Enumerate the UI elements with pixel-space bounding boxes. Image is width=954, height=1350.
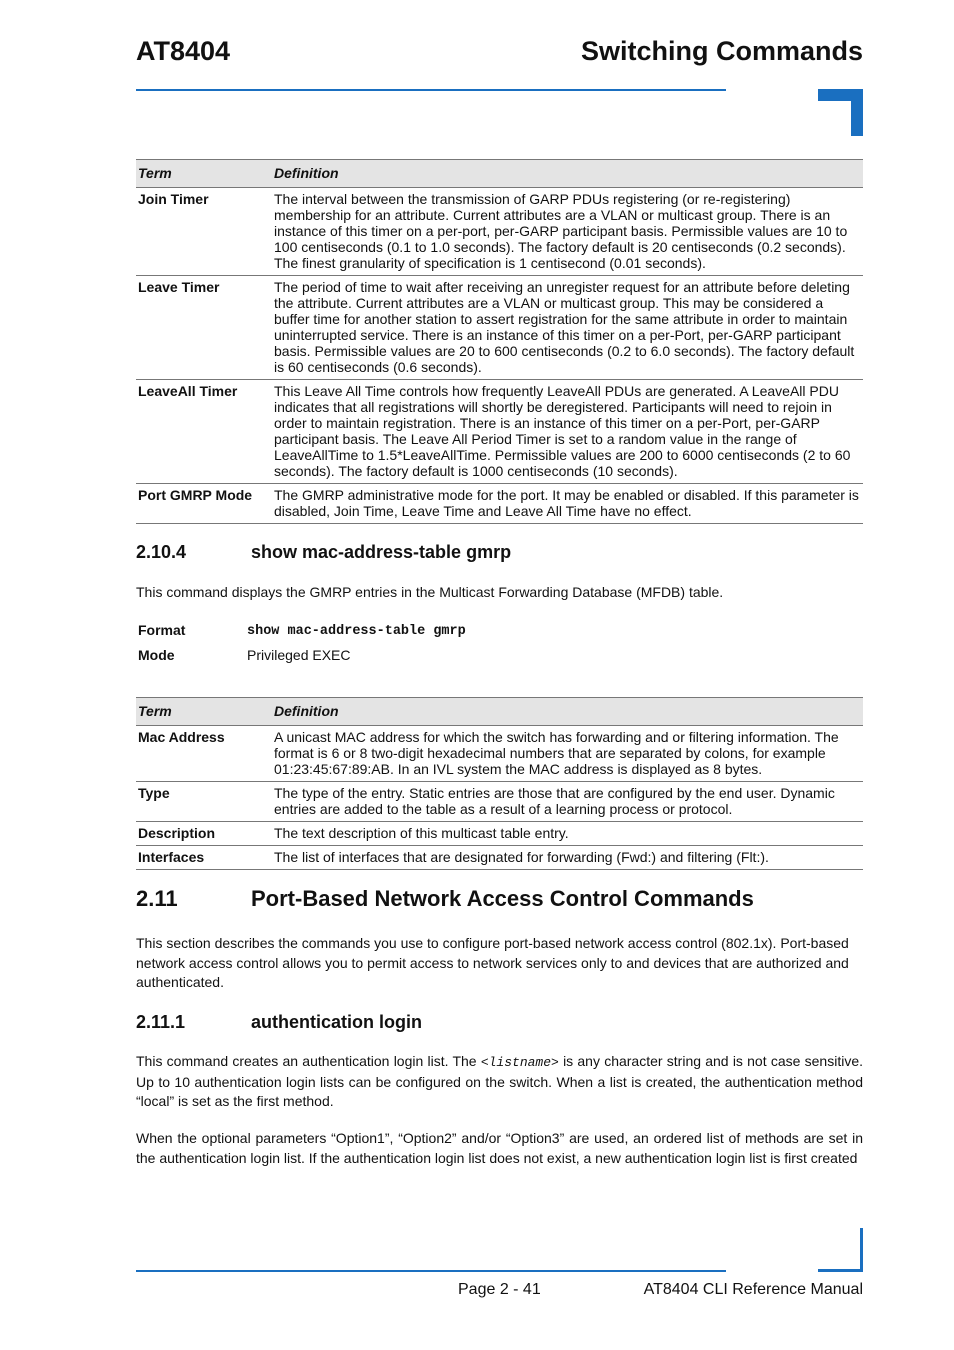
definition-cell: The interval between the transmission of GARP PDUs registering (or re-registering) membership for an attribute. Current attributes are a VLAN or multicast group. There is an instance of this timer on a per-port, per-GARP participant basis. Permissible values are 10 to 100 centiseconds (0.1 to 1.0 seconds). The factory default is 20 centiseconds (0.2 seconds). The finest granularity of specification is 1 centisecond (0.01 seconds). [272, 188, 863, 276]
corner-mark-bottom-vertical [860, 1228, 863, 1272]
definition-cell: The GMRP administrative mode for the port. It may be enabled or disabled. If this parameter is disabled, Join Time, Leave Time and Leave All Time have no effect. [272, 484, 863, 524]
table-row [136, 782, 863, 822]
section-title: show mac-address-table gmrp [251, 542, 512, 562]
section-intro: This command displays the GMRP entries in the Multicast Forwarding Database (MFDB) table. [136, 584, 724, 600]
header-chapter: Switching Commands [580, 36, 863, 66]
term-cell: Leave Timer [136, 276, 272, 380]
column-header-definition: Definition [272, 698, 863, 726]
section-heading-2-11-1 [136, 1012, 422, 1033]
section-heading-2-11 [136, 886, 754, 912]
format-command: show mac-address-table gmrp [247, 624, 466, 639]
definition-cell: The text description of this multicast table entry. [272, 822, 863, 846]
garp-timer-table [136, 159, 863, 524]
column-header-definition: Definition [272, 160, 863, 188]
mfdb-table [136, 697, 863, 870]
paragraph-text: This command creates an authentication login list. The [136, 1053, 481, 1069]
table-header-row [136, 698, 863, 726]
column-header-term: Term [136, 160, 272, 188]
section-number: 2.11 [136, 886, 178, 911]
table-row [136, 380, 863, 484]
table-row [136, 484, 863, 524]
section-title: Port-Based Network Access Control Commands [251, 886, 754, 911]
format-label: Format [138, 622, 186, 638]
table-row [136, 822, 863, 846]
term-cell: Description [136, 822, 272, 846]
definition-cell: A unicast MAC address for which the switch has forwarding and or filtering information. The format is 6 or 8 two-digit hexadecimal numbers that are separated by colons, for example 01:23:45:67:89:AB. In an IVL system the MAC address is displayed as 8 bytes. [272, 726, 863, 782]
term-cell: Port GMRP Mode [136, 484, 272, 524]
table-row [136, 846, 863, 870]
term-cell: LeaveAll Timer [136, 380, 272, 484]
paragraph-text: is any character string and is not case sensitive. Up to 10 authentication login lists can be configured on the switch. When a list is created, the authentication method “local” is set as the first method. [136, 1053, 863, 1109]
table-row [136, 188, 863, 276]
term-cell: Interfaces [136, 846, 272, 870]
term-cell: Type [136, 782, 272, 822]
manual-title: AT8404 CLI Reference Manual [643, 1281, 863, 1298]
definition-cell: The type of the entry. Static entries are those that are configured by the end user. Dynamic entries are added to the table as a result of a learning process or protocol. [272, 782, 863, 822]
corner-mark-bottom [818, 1269, 863, 1272]
definition-cell: The list of interfaces that are designated for forwarding (Fwd:) and filtering (Flt:). [272, 846, 863, 870]
mode-label: Mode [138, 647, 175, 663]
options-paragraph: When the optional parameters “Option1”, “Option2” and/or “Option3” are used, an ordered list of methods are set in the authentication login list. If the authentication login list does not exist, a new authentication login list is first created [136, 1130, 863, 1166]
definition-cell: The period of time to wait after receiving an unregister request for an attribute before deleting the attribute. Current attributes are a VLAN or multicast group. This may be considered a buffer time for another station to assert registration for the same attribute in order to maintain uninterrupted service. There is an instance of this timer on a per-Port, per-GARP participant basis. Permissible values are 20 to 600 centiseconds (0.2 to 6.0 seconds). The factory default is 60 centiseconds (0.6 seconds). [272, 276, 863, 380]
section-number: 2.10.4 [136, 542, 187, 562]
authentication-login-description [136, 1052, 863, 1112]
definition-cell: This Leave All Time controls how frequently LeaveAll PDUs are generated. A LeaveAll PDU indicates that all registrations will shortly be deregistered. Participants will need to rejoin in order to maintain registration. There is an instance of this timer on a per-Port, per-GARP participant basis. The Leave All Period Timer is set to a random value in the range of LeaveAllTime to 1.5*LeaveAllTime. Permissible values are 200 to 6000 centiseconds (2 to 60 seconds). The factory default is 1000 centiseconds (10 seconds). [272, 380, 863, 484]
term-cell: Join Timer [136, 188, 272, 276]
section-title: authentication login [251, 1012, 422, 1032]
page-number: Page 2 - 41 [458, 1281, 541, 1298]
term-cell: Mac Address [136, 726, 272, 782]
header-rule [136, 89, 726, 91]
header-product: AT8404 [136, 36, 231, 66]
section-number: 2.11.1 [136, 1012, 186, 1032]
corner-mark-top-vertical [851, 89, 863, 136]
section-intro: This section describes the commands you use to configure port-based network access control (802.1x). Port-based network access control allows you to permit access to network services only to and devices that are authorized and authenticated. [136, 935, 849, 990]
table-header-row [136, 160, 863, 188]
listname-parameter: <listname> [480, 1055, 559, 1070]
column-header-term: Term [136, 698, 272, 726]
section-heading-2-10-4 [136, 542, 511, 563]
table-row [136, 276, 863, 380]
mode-value: Privileged EXEC [247, 647, 351, 663]
table-row [136, 726, 863, 782]
footer-rule [136, 1270, 726, 1272]
